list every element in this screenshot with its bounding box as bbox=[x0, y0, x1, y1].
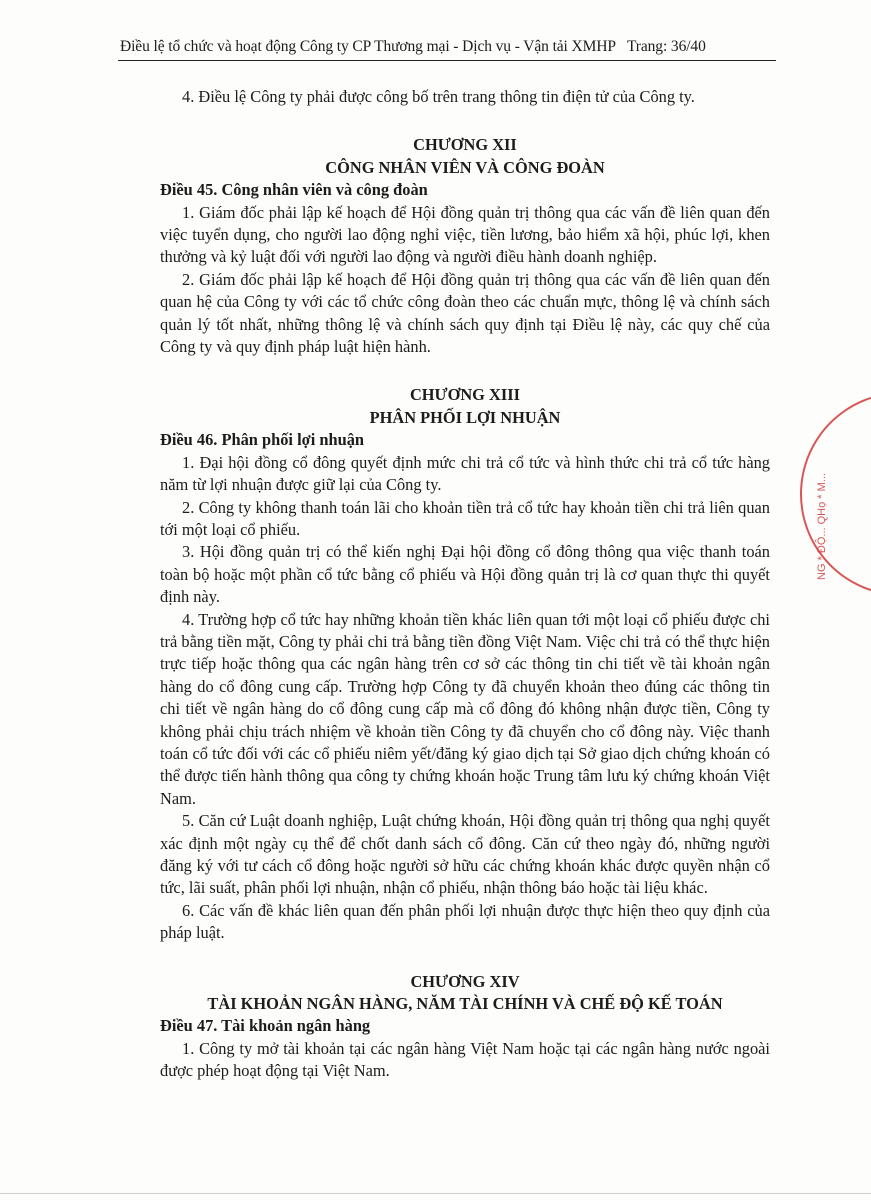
article-46-clause-1: 1. Đại hội đồng cổ đông quyết định mức chi trả cổ tức và hình thức chi trả cổ tức hàng năm từ lợi nhuận được giữ lại của Công ty. bbox=[160, 452, 770, 495]
intro-paragraph: 4. Điều lệ Công ty phải được công bố trên trang thông tin điện tử của Công ty. bbox=[182, 87, 695, 106]
page-bottom-edge bbox=[0, 1193, 871, 1194]
article-46-clause-2: 2. Công ty không thanh toán lãi cho khoản tiền trả cổ tức hay khoản tiền chi trả liên quan tới một loại cổ phiếu. bbox=[160, 497, 770, 539]
article-46-clause-3: 3. Hội đồng quản trị có thể kiến nghị Đại hội đồng cổ đông thông qua việc thanh toán toàn bộ hoặc một phần cổ tức bằng cổ phiếu và Hội đồng quản trị là cơ quan thực thi quyết định này. bbox=[160, 542, 770, 607]
chapter-14-title: TÀI KHOẢN NGÂN HÀNG, NĂM TÀI CHÍNH VÀ CHẾ ĐỘ KẾ TOÁN bbox=[207, 994, 723, 1014]
document-body bbox=[160, 86, 770, 1083]
article-45-clause-1: 1. Giám đốc phải lập kế hoạch để Hội đồng quản trị thông qua các vấn đề liên quan đến việc tuyển dụng, cho người lao động nghỉ việc, tiền lương, bảo hiểm xã hội, phúc lợi, khen thưởng và kỷ luật đối với người lao động và người điều hành doanh nghiệp. bbox=[160, 202, 770, 267]
article-47-clause-1: 1. Công ty mở tài khoản tại các ngân hàng Việt Nam hoặc tại các ngân hàng nước ngoài được phép hoạt động tại Việt Nam. bbox=[160, 1038, 770, 1081]
page-number: Trang: 36/40 bbox=[626, 38, 706, 55]
header-divider bbox=[118, 60, 776, 61]
article-45-clause-2: 2. Giám đốc phải lập kế hoạch để Hội đồng quản trị thông qua các vấn đề liên quan đến quan hệ của Công ty với các tổ chức công đoàn theo các chuẩn mực, thông lệ và chính sách quản lý tốt nhất, những thông lệ và chính sách quy định tại Điều lệ này, các quy chế của Công ty và quy định pháp luật hiện hành. bbox=[160, 269, 770, 357]
article-46-clause-4: 4. Trường hợp cổ tức hay những khoản tiền khác liên quan tới một loại cổ phiếu được chi trả bằng tiền mặt, Công ty phải chi trả bằng tiền đồng Việt Nam. Việc chi trả có thể thực hiện trực tiếp hoặc thông qua các ngân hàng trên cơ sở các thông tin chi tiết về tài khoản ngân hàng do cổ đông cung cấp. Trường hợp Công ty đã chuyển khoản theo đúng các thông tin chi tiết về ngân hàng do cổ đông cung cấp mà cổ đông đó không nhận được tiền, Công ty không phải chịu trách nhiệm về khoản tiền Công ty đã chuyển cho cổ đông này. Việc thanh toán cổ tức đối với các cổ phiếu niêm yết/đăng ký giao dịch tại Sở giao dịch chứng khoán có thể được tiến hành thông qua công ty chứng khoán hoặc Trung tâm lưu ký chứng khoán Việt Nam. bbox=[160, 609, 770, 808]
article-46-heading: Điều 46. Phân phối lợi nhuận bbox=[160, 430, 365, 450]
header-title: Điều lệ tổ chức và hoạt động Công ty CP Thương mại - Dịch vụ - Vận tải XMHP bbox=[120, 38, 616, 55]
article-46-clause-5: 5. Căn cứ Luật doanh nghiệp, Luật chứng khoán, Hội đồng quản trị thông qua nghị quyết xác định một ngày cụ thể để chốt danh sách cổ đông. Căn cứ theo ngày đó, những người đăng ký với tư cách cổ đông hoặc người sở hữu các chứng khoán khác được quyền nhận cổ tức, lãi suất, phân phối lợi nhuận, nhận cổ phiếu, nhận thông báo hoặc tài liệu khác. bbox=[160, 811, 770, 898]
article-46-clause-6: 6. Các vấn đề khác liên quan đến phân phối lợi nhuận được thực hiện theo quy định của pháp luật. bbox=[160, 900, 770, 943]
article-47-heading: Điều 47. Tài khoản ngân hàng bbox=[160, 1016, 371, 1036]
chapter-12-title: CÔNG NHÂN VIÊN VÀ CÔNG ĐOÀN bbox=[325, 157, 605, 177]
company-seal-text: NG * ĐỘ... QHọ * M... bbox=[816, 473, 828, 580]
page-header bbox=[120, 38, 770, 56]
chapter-13-title: PHÂN PHỐI LỢI NHUẬN bbox=[369, 407, 561, 427]
chapter-14-number: CHƯƠNG XIV bbox=[410, 971, 520, 991]
chapter-12-number: CHƯƠNG XII bbox=[413, 135, 517, 155]
chapter-13-number: CHƯƠNG XIII bbox=[409, 385, 521, 405]
article-45-heading: Điều 45. Công nhân viên và công đoàn bbox=[160, 180, 428, 200]
